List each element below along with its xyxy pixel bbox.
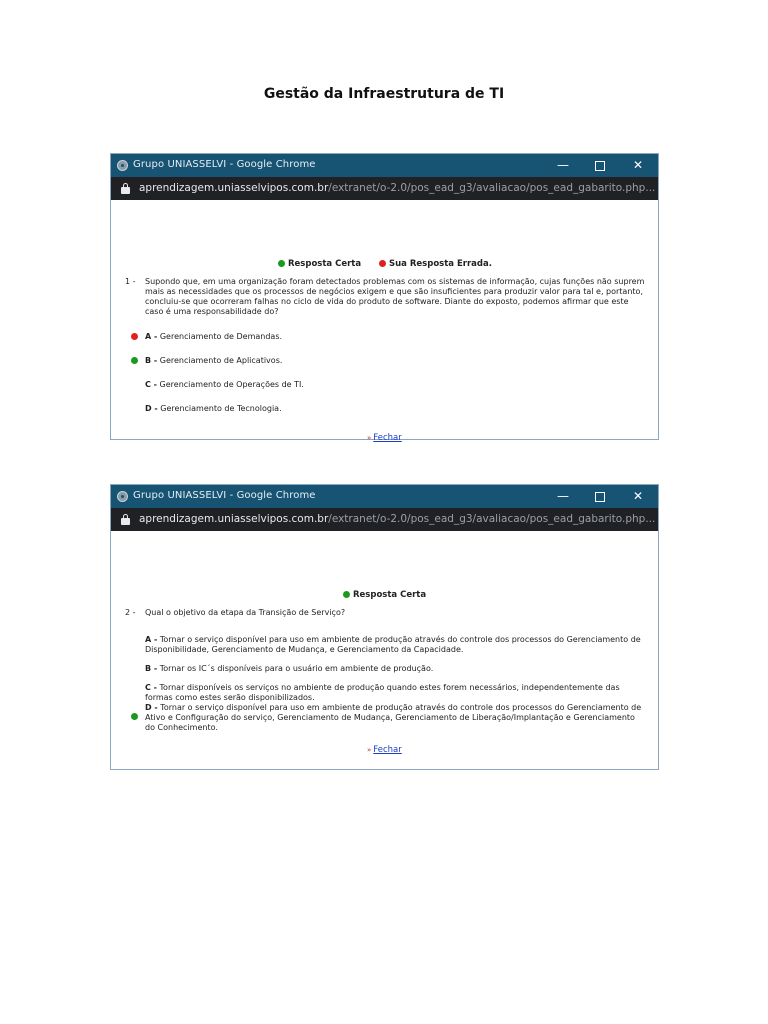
address-bar[interactable] (111, 177, 658, 200)
question-number: 2 - (125, 608, 136, 617)
browser-window-question-1 (110, 153, 659, 443)
maximize-icon (595, 161, 605, 171)
option-c (145, 380, 645, 390)
option-c (145, 683, 645, 703)
close-link-text[interactable]: Fechar (373, 745, 402, 755)
url-text[interactable] (139, 513, 655, 525)
option-b (145, 664, 645, 674)
option-letter: C - (145, 380, 157, 389)
option-letter: A - (145, 635, 158, 644)
quiz-content (111, 531, 658, 768)
chrome-logo-icon (117, 160, 128, 171)
url-host: aprendizagem.uniasselvipos.com.br (139, 182, 329, 194)
url-text[interactable] (139, 182, 655, 194)
option-letter: C - (145, 683, 157, 692)
option-text: Gerenciamento de Aplicativos. (159, 356, 283, 365)
option-letter: B - (145, 664, 158, 673)
correct-answer-dot-icon (131, 357, 138, 364)
window-title: Grupo UNIASSELVI - Google Chrome (133, 490, 316, 501)
red-dot-icon (379, 260, 386, 267)
address-bar[interactable] (111, 508, 658, 531)
correct-answer-dot-icon (131, 713, 138, 720)
url-path: /extranet/o-2.0/pos_ead_g3/avaliacao/pos_ead_gabarito.php... (328, 513, 656, 525)
question-text: Qual o objetivo da etapa da Transição de Serviço? (145, 608, 346, 617)
option-text: Gerenciamento de Demandas. (159, 332, 283, 341)
option-text: Tornar os IC´s disponíveis para o usuário em ambiente de produção. (159, 664, 434, 673)
option-text: Gerenciamento de Tecnologia. (160, 404, 282, 413)
chrome-logo-icon (117, 491, 128, 502)
page-title: Gestão da Infraestrutura de TI (263, 86, 505, 102)
lock-icon[interactable] (121, 514, 130, 525)
green-dot-icon (343, 591, 350, 598)
window-titlebar (111, 154, 658, 177)
close-link[interactable] (367, 433, 402, 443)
question-text: Supondo que, em uma organização foram detectados problemas com os sistemas de informação, cujas funções não suprem mais as necessidades que os processos de negócios exigem e que são insuficientes para produzir valor para tal e, portanto, concluiu-se que ocorreram falhas no ciclo de vida do produto de software. Diante do exposto, podemos afirmar que este caso é uma responsabilidade do? (145, 277, 645, 316)
quiz-content (111, 200, 658, 443)
lock-icon[interactable] (121, 183, 130, 194)
legend-correct-label: Resposta Certa (353, 590, 427, 600)
minimize-button[interactable]: — (557, 489, 569, 503)
option-a (145, 332, 645, 342)
green-dot-icon (278, 260, 285, 267)
close-link-text[interactable]: Fechar (373, 433, 402, 443)
wrong-answer-dot-icon (131, 333, 138, 340)
option-a (145, 635, 645, 655)
legend-wrong-label: Sua Resposta Errada. (389, 259, 492, 269)
legend-correct (343, 590, 426, 600)
arrow-icon: » (367, 434, 372, 442)
close-window-button[interactable]: ✕ (632, 158, 644, 172)
window-titlebar (111, 485, 658, 508)
option-text: Tornar o serviço disponível para uso em ambiente de produção através do controle dos processos do Gerenciamento de Ativo e Configuração do serviço, Gerenciamento de Mudança, Gerenciamento de Liberação/Implantação e Gerenciamento do Conhecimento. (145, 703, 642, 732)
legend-correct-label: Resposta Certa (288, 259, 362, 269)
maximize-icon (595, 492, 605, 502)
option-text: Tornar disponíveis os serviços no ambiente de produção quando estes forem necessários, independentemente das formas como estes serão disponibilizados. (145, 683, 620, 702)
option-text: Gerenciamento de Operações de TI. (159, 380, 304, 389)
url-host: aprendizagem.uniasselvipos.com.br (139, 513, 329, 525)
option-text: Tornar o serviço disponível para uso em ambiente de produção através do controle dos processos do Gerenciamento de Disponibilidade, Gerenciamento de Mudança, e Gerenciamento da Capacidade. (145, 635, 641, 654)
browser-window-question-2 (110, 484, 659, 770)
option-d (145, 404, 645, 414)
maximize-button[interactable] (582, 488, 618, 505)
option-letter: A - (145, 332, 158, 341)
option-b (145, 356, 645, 366)
option-d (145, 703, 645, 733)
close-window-button[interactable]: ✕ (632, 489, 644, 503)
legend-wrong (379, 259, 492, 269)
maximize-button[interactable] (582, 157, 618, 174)
url-path: /extranet/o-2.0/pos_ead_g3/avaliacao/pos_ead_gabarito.php... (328, 182, 656, 194)
minimize-button[interactable]: — (557, 158, 569, 172)
option-letter: B - (145, 356, 158, 365)
legend-correct (278, 259, 361, 269)
option-letter: D - (145, 404, 158, 413)
window-title: Grupo UNIASSELVI - Google Chrome (133, 159, 316, 170)
arrow-icon: » (367, 746, 372, 754)
close-link[interactable] (367, 745, 402, 755)
option-letter: D - (145, 703, 158, 712)
question-number: 1 - (125, 277, 136, 286)
